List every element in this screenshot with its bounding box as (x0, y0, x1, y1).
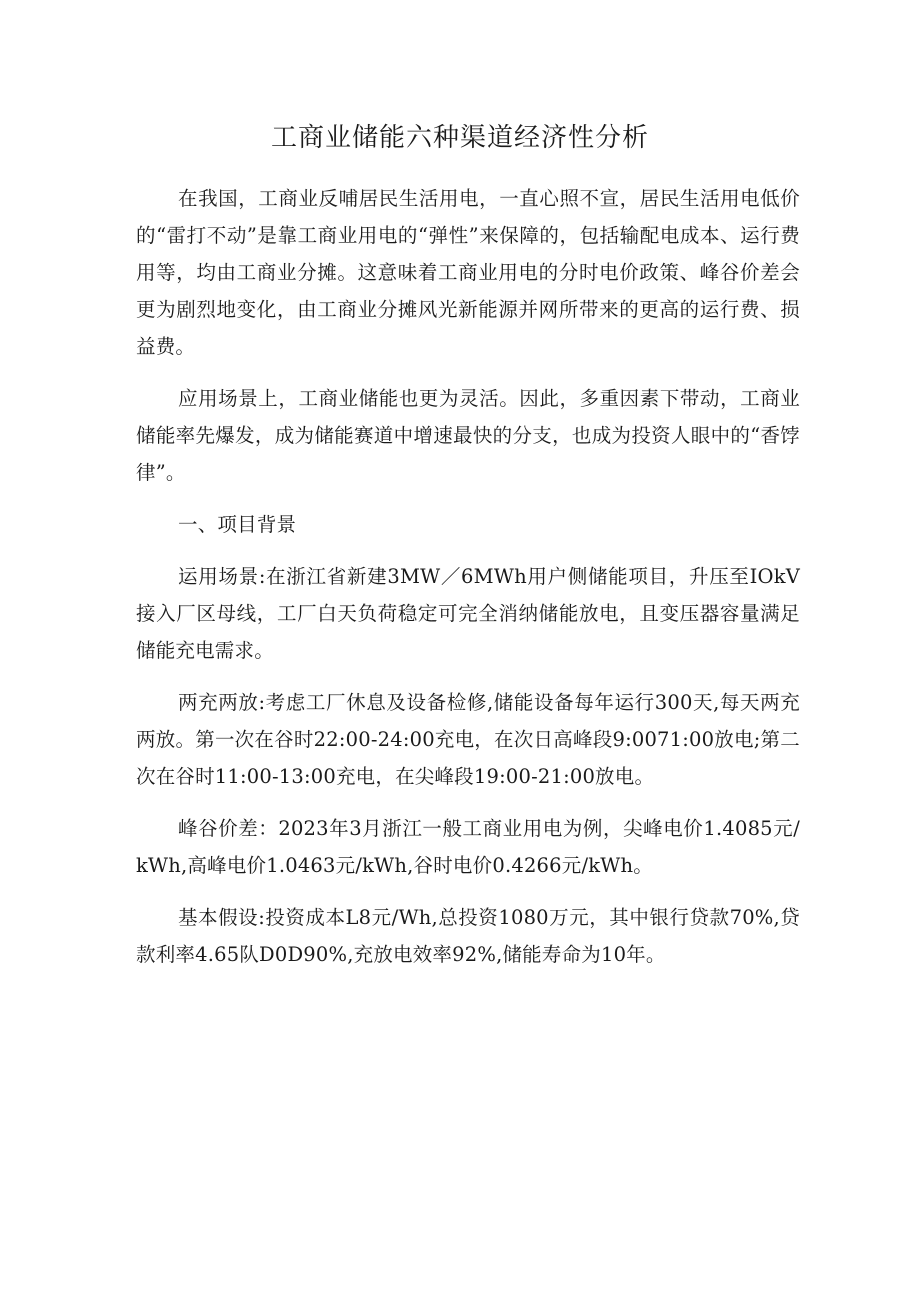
document-title: 工商业储能六种渠道经济性分析 (270, 123, 649, 153)
paragraph-application: 应用场景上，工商业储能也更为灵活。因此，多重因素下带动，工商业储能率先爆发，成为储能赛道中增速最快的分支，也成为投资人眼中的“香饽律”。 (136, 387, 800, 484)
paragraph-price-difference: 峰谷价差：2023年3月浙江一般工商业用电为例，尖峰电价1.4085元/kWh,高峰电价1.0463元/kWh,谷时电价0.4266元/kWh。 (136, 817, 800, 877)
paragraph-intro: 在我国，工商业反哺居民生活用电，一直心照不宣，居民生活用电低价的“雷打不动”是靠工商业用电的“弹性”来保障的，包括输配电成本、运行费用等，均由工商业分摊。这意味着工商业用电的分时电价政策、峰谷价差会更为剧烈地变化，由工商业分摊风光新能源并网所带来的更高的运行费、损益费。 (136, 187, 800, 358)
paragraph-charge-discharge: 两充两放:考虑工厂休息及设备检修,储能设备每年运行300天,每天两充两放。第一次在谷时22:00-24:00充电，在次日高峰段9:0071:00放电;第二次在谷时11:00-13:00充电，在尖峰段19:00-21:00放电。 (136, 691, 800, 788)
document-body (136, 180, 800, 988)
section-heading-project-background: 一、项目背景 (178, 513, 297, 536)
paragraph-assumptions: 基本假设:投资成本L8元/Wh,总投资1080万元，其中银行贷款70%,贷款利率4.65队D0D90%,充放电效率92%,储能寿命为10年。 (136, 906, 800, 966)
paragraph-scenario: 运用场景:在浙江省新建3MW／6MWh用户侧储能项目，升压至IOkV接入厂区母线，工厂白天负荷稳定可完全消纳储能放电，且变压器容量满足储能充电需求。 (136, 565, 800, 662)
